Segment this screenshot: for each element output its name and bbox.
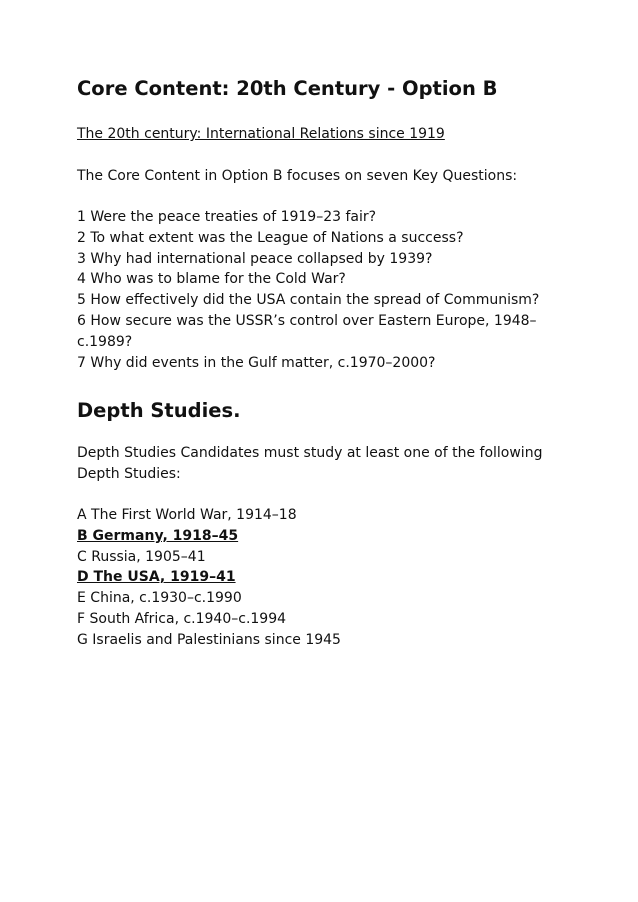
key-questions-list [77, 207, 547, 373]
depth-study-item: E China, c.1930–c.1990 [77, 590, 242, 607]
key-question-item: 5 How effectively did the USA contain the spread of Communism? [77, 292, 540, 309]
depth-studies-heading: Depth Studies. [77, 399, 241, 422]
key-question-item: 7 Why did events in the Gulf matter, c.1970–2000? [77, 354, 436, 371]
key-question-item: 2 To what extent was the League of Nations a success? [77, 229, 464, 246]
key-question-item: 4 Who was to blame for the Cold War? [77, 271, 346, 288]
depth-study-item-selected: B Germany, 1918–45 [77, 527, 239, 544]
key-question-item: 6 How secure was the USSR’s control over Eastern Europe, 1948–c.1989? [77, 312, 537, 350]
depth-study-item: G Israelis and Palestinians since 1945 [77, 631, 341, 648]
key-question-item: 1 Were the peace treaties of 1919–23 fair? [77, 209, 377, 225]
depth-studies-intro: Depth Studies Candidates must study at least one of the following Depth Studies: [77, 445, 543, 482]
depth-studies-list [77, 505, 341, 651]
page-title: Core Content: 20th Century - Option B [77, 77, 498, 100]
depth-study-item: A The First World War, 1914–18 [77, 507, 297, 523]
page-subtitle: The 20th century: International Relations since 1919 [77, 126, 445, 142]
depth-study-item-selected: D The USA, 1919–41 [77, 569, 236, 586]
intro-text: The Core Content in Option B focuses on seven Key Questions: [77, 168, 518, 184]
key-question-item: 3 Why had international peace collapsed by 1939? [77, 250, 433, 267]
depth-study-item: C Russia, 1905–41 [77, 548, 206, 565]
depth-study-item: F South Africa, c.1940–c.1994 [77, 610, 287, 627]
